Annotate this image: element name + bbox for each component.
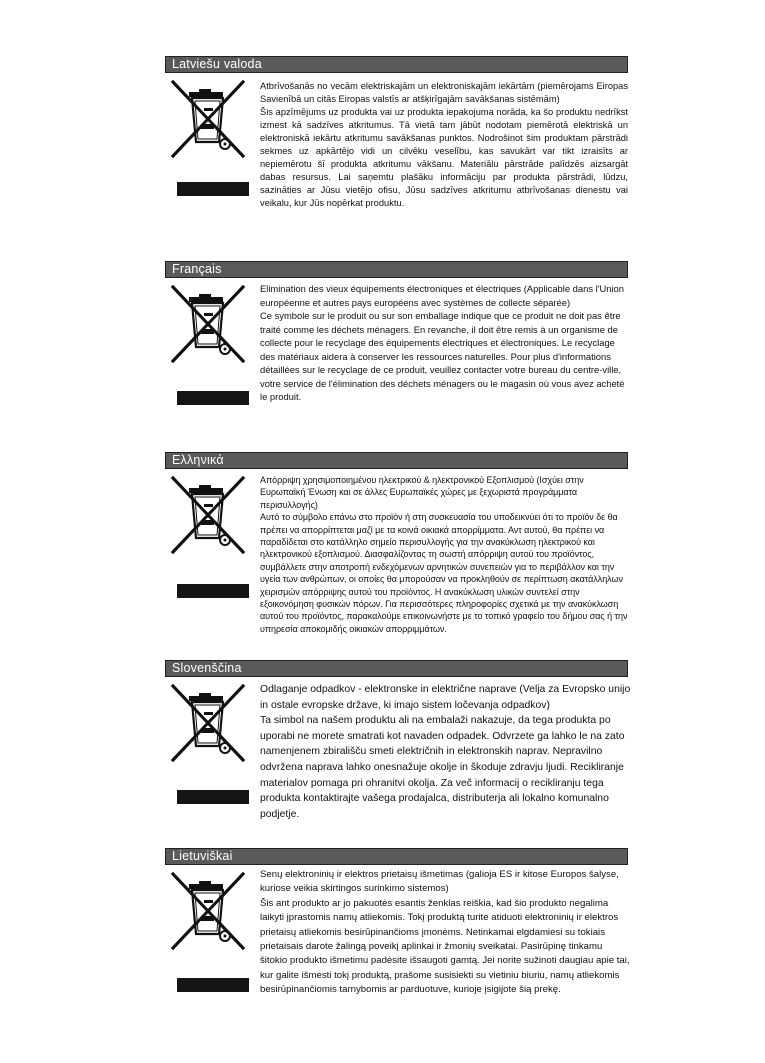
- section-header-bar: [165, 261, 628, 278]
- crossed-out-wheeled-bin-icon: [171, 285, 249, 367]
- section-title: Slovenščina: [172, 661, 242, 675]
- section-title: Ελληνικά: [172, 453, 224, 467]
- section-slovenian: [165, 660, 631, 830]
- black-bar: [177, 391, 249, 405]
- section-header-bar: [165, 56, 628, 73]
- black-bar: [177, 584, 249, 598]
- section-text: Senų elektroninių ir elektros prietaisų išmetimas (galioja ES ir kitose Europos šalyse, kuriose veikia skirtingos surinkimo sistemos) Šis ant produkto ar jo pakuotės esantis ženklas reiškia, kad šio produkto negalima laikyti įprastomis namų atliekomis. Tokį produktą turite atiduoti elektroninių ir elektros prietaisų atliekomis besirūpinančioms įmonėms. Netinkamai elgdamiesi su tokiais prietaisais darote žalingą poveikį aplinkai ir žmonių sveikatai. Pasirūpinę tinkamu šitokio produkto išmetimu padėsite išsaugoti gamtą. Jei norite sužinoti daugiau apie tai, kur galite išmesti tokį produktą, prašome susisiekti su vietiniu biuriu, namų atliekomis besirūpinančiomis tarnybomis ar parduotuve, kurioje įsigijote šią prekę.: [260, 869, 630, 996]
- section-title: Français: [172, 262, 222, 276]
- section-latvian: [165, 56, 628, 242]
- section-greek: [165, 452, 628, 642]
- section-text: Elimination des vieux équipements électroniques et électriques (Applicable dans l'Union européenne et autres pays européens avec systèmes de collecte séparée) Ce symbole sur le produit ou sur son emballage indique que ce produit ne doit pas être traité comme les déchets ménagers. En revanche, il doit être remis à un organisme de collecte pour le recyclage des équipements électriques et électroniques. Le recyclage des matériaux aidera à conserver les ressources naturelles. Pour plus d'informations détaillées sur le recyclage de ce produit, veuillez contacter votre bureau du centre-ville, votre service de l'élimination des déchets ménagers ou le magasin où vous avez acheté le produit.: [260, 283, 625, 402]
- section-lithuanian: [165, 848, 628, 1020]
- section-header-bar: [165, 848, 628, 865]
- section-text: Odlaganje odpadkov - elektronske in električne naprave (Velja za Evropsko unijo in ostale evropske države, ki imajo sistem ločevanja odpadkov) Ta simbol na našem produktu ali na embalaži nakazuje, da tega produkta po uporabi ne morete smatrati kot navaden odpadek. Odvrzete ga lahko le na zato namenjenem zbirališču smeti električnih in elektronskih naprav. Nepravilno odvržena naprava lahko onesnažuje okolje in škoduje zdravju ljudi. Recikliranje materialov pomaga pri ohranitvi okolja. Za več informacij o recikliranju tega produkta kontaktirajte vašega prodajalca, distributerja ali lokalno komunalno podjetje.: [260, 684, 631, 820]
- crossed-out-wheeled-bin-icon: [171, 872, 249, 954]
- black-bar: [177, 182, 249, 196]
- crossed-out-wheeled-bin-icon: [171, 684, 249, 766]
- section-title: Latviešu valoda: [172, 57, 262, 71]
- section-french: [165, 261, 628, 436]
- black-bar: [177, 978, 249, 992]
- section-title: Lietuviškai: [172, 849, 233, 863]
- section-header-bar: [165, 452, 628, 469]
- black-bar: [177, 790, 249, 804]
- crossed-out-wheeled-bin-icon: [171, 80, 249, 162]
- crossed-out-wheeled-bin-icon: [171, 476, 249, 558]
- section-header-bar: [165, 660, 628, 677]
- section-text: Atbrīvošanās no vecām elektriskajām un elektroniskajām iekārtām (piemērojams Eiropas Savienībā un citās Eiropas valstīs ar atšķirīgajām savākšanas sistēmām) Šis apzīmējums uz produkta vai uz produkta iepakojuma norāda, ka šo produktu nedrīkst izmest kā sadzīves atkritumus. Tā vietā tam jābūt nodotam piemērotā elektriskā un elektroniskā iekārtu atkritumu savākšanas punktos. Nodrošinot šim produktam pārstrādi sekmes uz apkārtējo vidi un cilvēku veselību, kas savukārt var tikt izraisīts ar nepiemērotu šī produkta atkritumu vākšanu. Materiālu pārstrāde palīdzēs aizsargāt dabas resursus. Lai saņemtu plašāku informāciju par produkta pārstrādi, lūdzu, sazināties ar Jūsu vietējo ofisu, Jūsu sadzīves atkritumu atbrīvošanas dienestu vai veikalu, kur Jūs nopērkat produktu.: [260, 81, 628, 208]
- section-text: Απόρριψη χρησιμοποιημένου ηλεκτρικού & ηλεκτρονικού Εξοπλισμού (Ισχύει στην Ευρωπαϊκή Ένωση και σε άλλες Ευρωπαϊκές χώρες με ξεχωριστά προγράμματα περισυλλογής) Αυτό το σύμβολο επάνω στο προϊόν ή στη συσκευασία του υποδεικνύει ότι το προϊόν δε θα πρέπει να απορρίπτεται μαζί με τα κοινά οικιακά απορρίμματα. Αντ αυτού, θα πρέπει να παραδίδεται στο κατάλληλο σημείο περισυλλογής για την ανακύκλωση ηλεκτρικού και ηλεκτρονικού εξοπλισμού. Διασφαλίζοντας τη σωστή απόρριψη αυτού του προϊόντος, συμβάλλετε στην αποτροπή ενδεχόμενων αρνητικών συνεπειών για το περιβάλλον και την υγεία των ανθρώπων, οι οποίες θα μπορούσαν να προκληθούν σε περίπτωση ακατάλληλων χειρισμών απόρριψης αυτού του προϊόντος. Η ανακύκλωση υλικών συντελεί στην εξοικονόμηση φυσικών πόρων. Για περισσότερες πληροφορίες σχετικά με την ανακύκλωση αυτού του προϊόντος, παρακαλούμε επικοινωνήστε με το τοπικό γραφείο του δήμου σας ή την υπηρεσία αποκομιδής οικιακών απορριμμάτων.: [260, 475, 628, 634]
